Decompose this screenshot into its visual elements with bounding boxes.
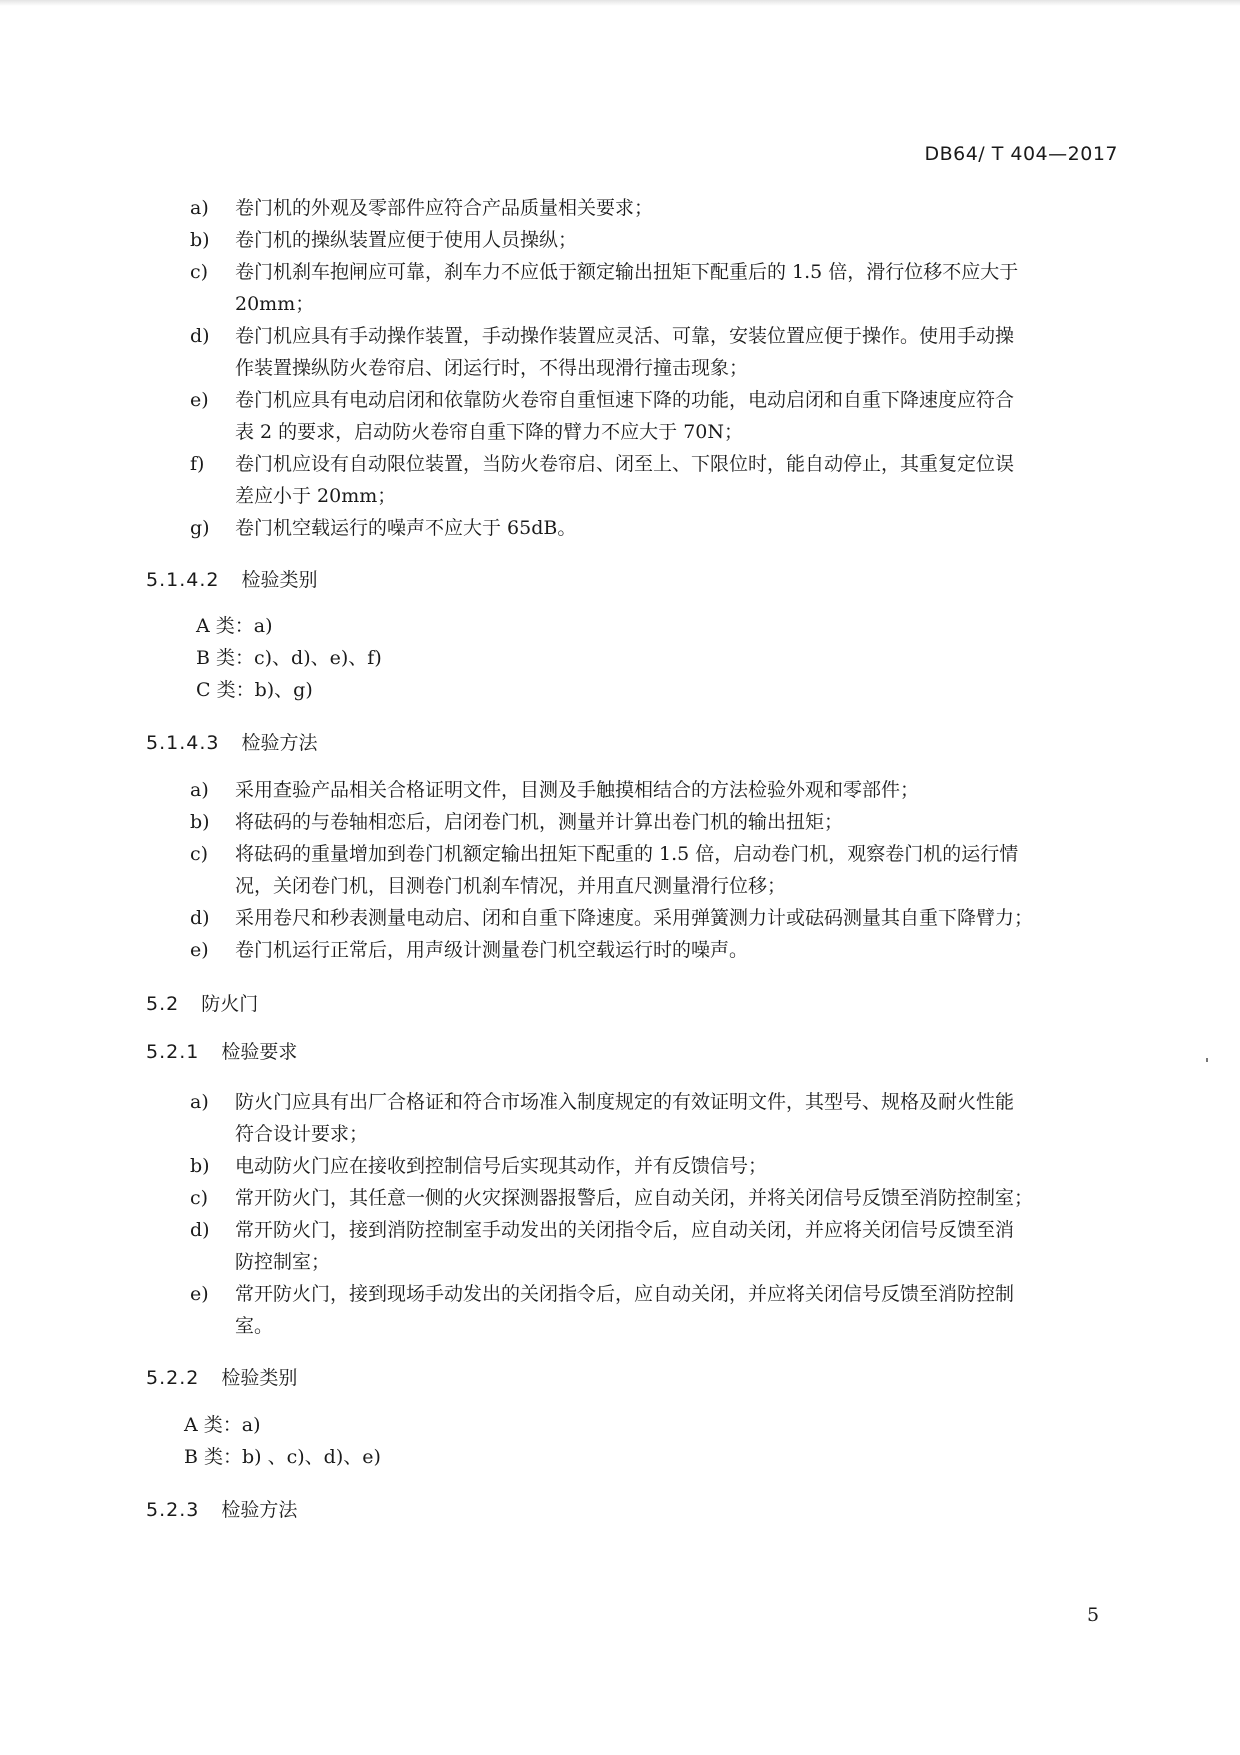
class-a-line: A 类：a) xyxy=(196,615,273,637)
class-b-line: B 类：c)、d)、e)、f) xyxy=(196,647,382,669)
class-a-line: A 类：a) xyxy=(184,1414,261,1436)
section-heading-5-1-4-2: 5.1.4.2 检验类别 xyxy=(146,569,318,591)
scan-speck xyxy=(1206,1058,1208,1062)
document-id: DB64/ T 404—2017 xyxy=(924,143,1118,165)
section-heading-5-2-2: 5.2.2 检验类别 xyxy=(146,1367,298,1389)
section-heading-5-2: 5.2 防火门 xyxy=(146,993,259,1015)
page-number: 5 xyxy=(1087,1604,1100,1626)
class-b-line: B 类：b) 、c)、d)、e) xyxy=(184,1446,381,1468)
class-c-line: C 类：b)、g) xyxy=(196,679,313,701)
section-heading-5-2-1: 5.2.1 检验要求 xyxy=(146,1041,298,1063)
section-heading-5-2-3: 5.2.3 检验方法 xyxy=(146,1499,298,1521)
section-heading-5-1-4-3: 5.1.4.3 检验方法 xyxy=(146,732,318,754)
document-page: DB64/ T 404—2017 a) 卷门机的外观及零部件应符合产品质量相关要求； b) 卷门机的操纵装置应便于使用人员操纵； c) 卷门机刹车抱闸应可靠，刹车力不应低于额定输出扭矩下配重后的 1.5 倍，滑行位移不应大于 20mm； d) 卷门机应具有手动操作装置，手动操作装置应灵活、可靠，安装位置应便于操作。使用手动操 作装置操纵防火卷帘启、闭运行时，不得出现滑行撞击现象； e) 卷门机应具有电动启闭和依靠防火卷帘自重恒速下降的功能，电动启闭和自重下降速度应符合 表 2 的要求，启动防火卷帘自重下降的臂力不应大于 70N； f) 卷门机应设有自动限位装置，当防火卷帘启、闭至上、下限位时，能自动停止，其重复定位误 差应小于 20mm； g) 卷门机空载运行的噪声不应大于 65dB。 5.1.4.2 检验类别 A 类：a) B 类：c)、d)、e)、f) C 类：b)、g) 5.1.4.3 检验方法 a) 采用查验产品相关合格证明文件，目测及手触摸相结合的方法检验外观和零部件； b) 将砝码的与卷轴相恋后，启闭卷门机，测量并计算出卷门机的输出扭矩； c) 将砝码的重量增加到卷门机额定输出扭矩下配重的 1.5 倍，启动卷门机，观察卷门机的运行情 况，关闭卷门机，目测卷门机刹车情况，并用直尺测量滑行位移； d) 采用卷尺和秒表测量电动启、闭和自重下降速度。采用弹簧测力计或砝码测量其自重下降臂力； e) 卷门机运行正常后，用声级计测量卷门机空载运行时的噪声。 5.2 防火门 5.2.1 检验要求 a) 防火门应具有出厂合格证和符合市场准入制度规定的有效证明文件，其型号、规格及耐火性能 符合设计要求； b) 电动防火门应在接收到控制信号后实现其动作，并有反馈信号； c) 常开防火门，其任意一侧的火灾探测器报警后，应自动关闭，并将关闭信号反馈至消防控制室； d) 常开防火门，接到消防控制室手动发出的关闭指令后，应自动关闭，并应将关闭信号反馈至消 防控制室； e) 常开防火门，接到现场手动发出的关闭指令后，应自动关闭，并应将关闭信号反馈至消防控制 室。 5.2.2 检验类别 A 类：a) B 类：b) 、c)、d)、e) 5.2.3 检验方法 5 xyxy=(0,0,1240,1755)
scan-edge xyxy=(0,0,1240,6)
